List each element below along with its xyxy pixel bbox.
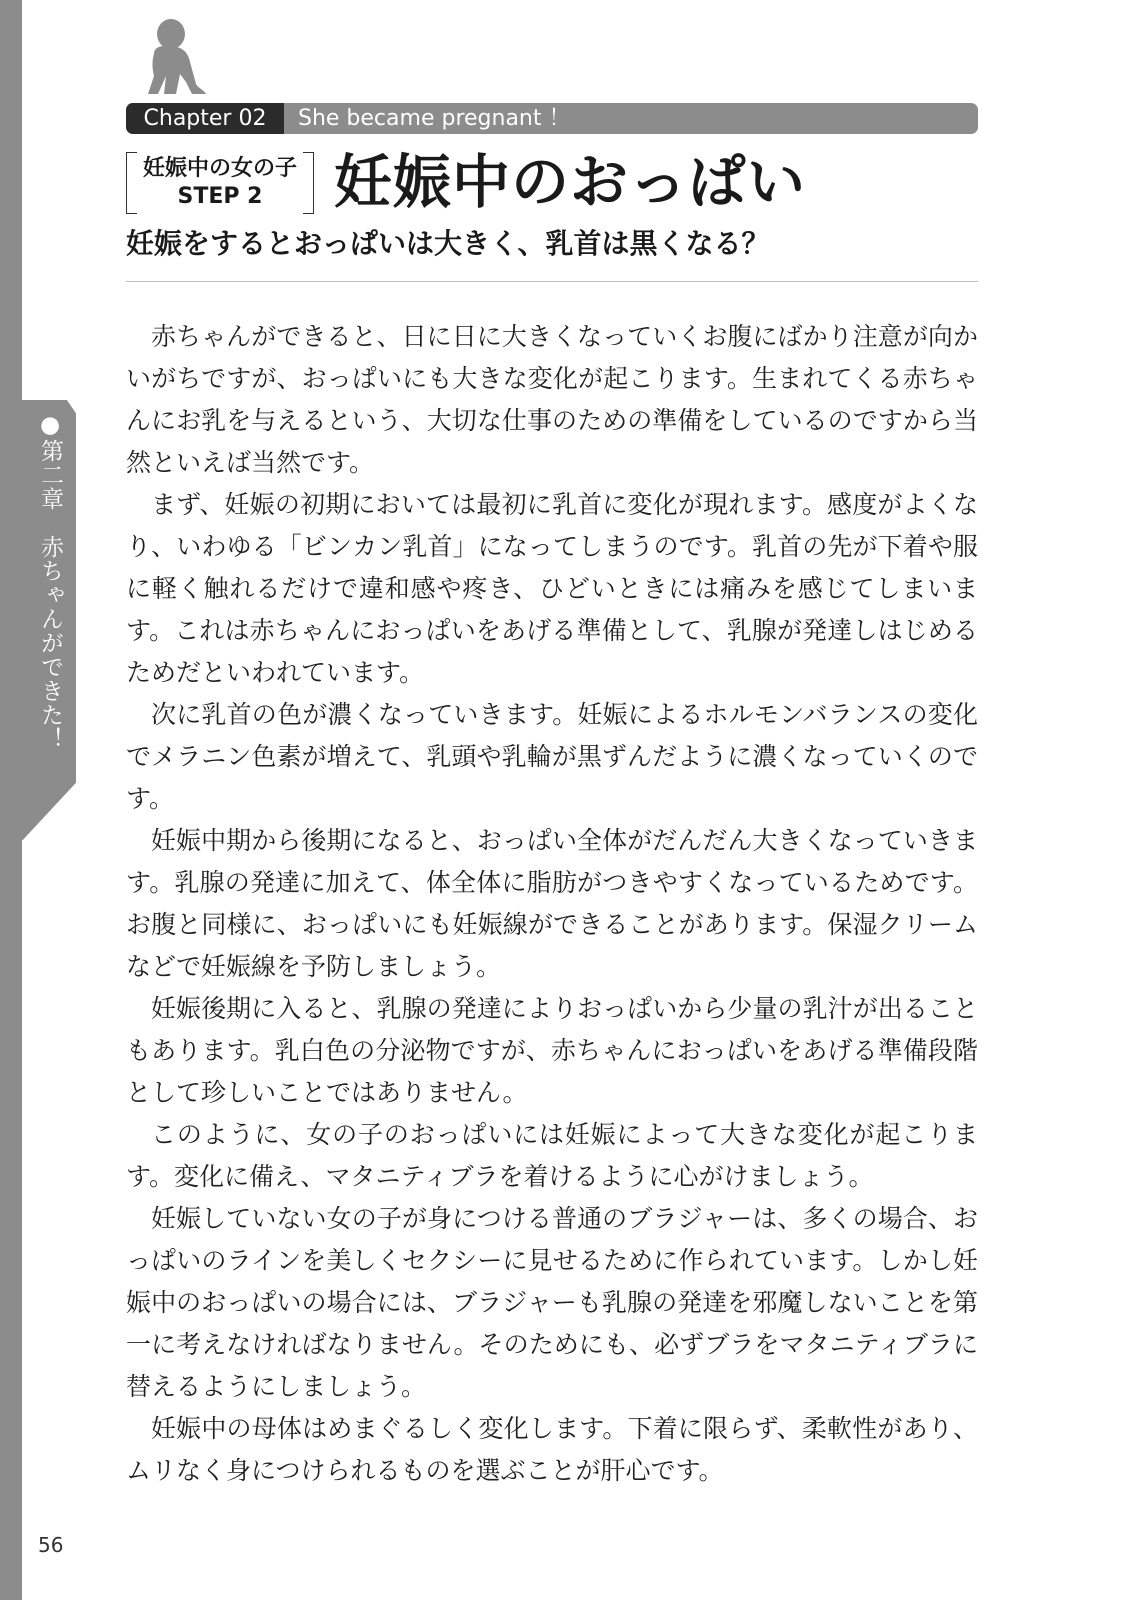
page-title: 妊娠中のおっぱい — [334, 148, 807, 216]
page-number: 56 — [38, 1533, 64, 1557]
chapter-side-tab-label: ●第二章 赤ちゃんができた！ — [37, 412, 63, 751]
page-subtitle: 妊娠をするとおっぱいは大きく、乳首は黒くなる？ — [126, 227, 770, 260]
paragraph: 妊娠していない女の子が身につける普通のブラジャーは、多くの場合、おっぱいのラインを美しくセクシーに見せるために作られています。しかし妊娠中のおっぱいの場合には、ブラジャーも乳腺の発達を邪魔しないことを第一に考えなければなりません。そのためにも、必ずブラをマタニティブラに替えるようにしましょう。 — [126, 1204, 978, 1401]
step-label-number: STEP 2 — [177, 184, 263, 209]
paragraph: 次に乳首の色が濃くなっていきます。妊娠によるホルモンバランスの変化でメラニン色素が増えて、乳頭や乳輪が黒ずんだように濃くなっていくのです。 — [126, 700, 978, 813]
chapter-header-bar — [126, 103, 978, 134]
paragraph: 妊娠中期から後期になると、おっぱい全体がだんだん大きくなっていきます。乳腺の発達に加えて、体全体に脂肪がつきやすくなっているためです。お腹と同様に、おっぱいにも妊娠線ができることがあります。保湿クリームなどで妊娠線を予防しましょう。 — [126, 826, 978, 981]
crawling-baby-icon — [140, 18, 210, 98]
step-label-category: 妊娠中の女の子 — [142, 156, 297, 181]
article-body — [126, 316, 978, 1492]
paragraph: 赤ちゃんができると、日に日に大きくなっていくお腹にばかり注意が向かいがちですが、おっぱいにも大きな変化が起こります。生まれてくる赤ちゃんにお乳を与えるという、大切な仕事のための準備をしているのですから当然といえば当然です。 — [126, 322, 978, 477]
paragraph: まず、妊娠の初期においては最初に乳首に変化が現れます。感度がよくなり、いわゆる「ビンカン乳首」になってしまうのです。乳首の先が下着や服に軽く触れるだけで違和感や疼き、ひどいときには痛みを感じてしまいます。これは赤ちゃんにおっぱいをあげる準備として、乳腺が発達しはじめるためだといわれています。 — [126, 490, 978, 687]
paragraph: 妊娠後期に入ると、乳腺の発達によりおっぱいから少量の乳汁が出ることもあります。乳白色の分泌物ですが、赤ちゃんにおっぱいをあげる準備段階として珍しいことではありません。 — [126, 994, 978, 1107]
step-label-box — [126, 152, 314, 214]
paragraph: 妊娠中の母体はめまぐるしく変化します。下着に限らず、柔軟性があり、ムリなく身につけられるものを選ぶことが肝心です。 — [126, 1414, 978, 1485]
paragraph: このように、女の子のおっぱいには妊娠によって大きな変化が起こります。変化に備え、マタニティブラを着けるように心がけましょう。 — [126, 1120, 978, 1191]
chapter-number: Chapter 02 — [126, 103, 284, 134]
chapter-title: She became pregnant ！ — [298, 106, 571, 131]
title-divider — [126, 281, 978, 282]
